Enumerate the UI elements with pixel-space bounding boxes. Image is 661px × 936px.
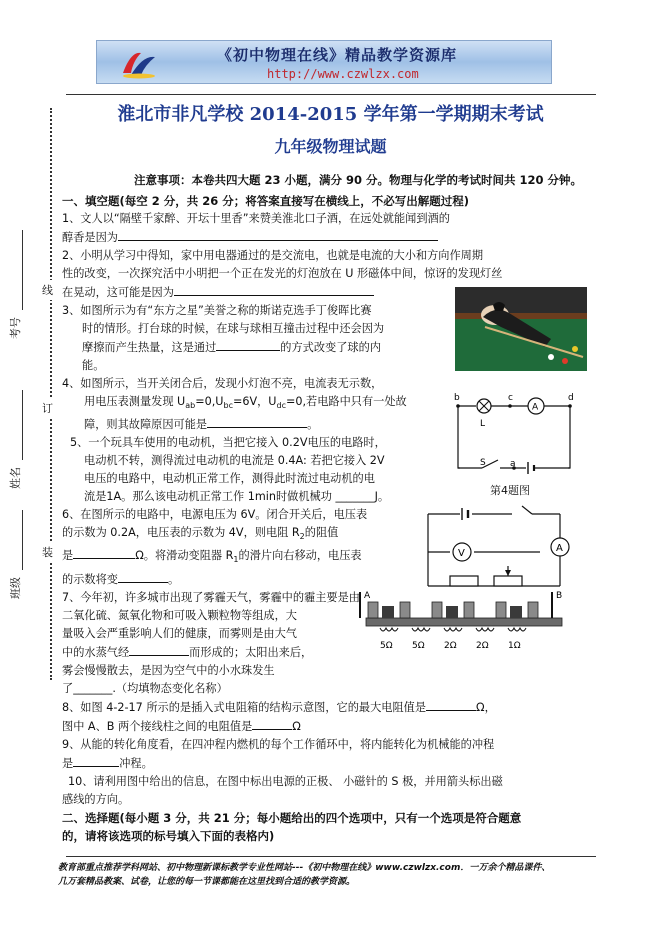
resistance-box-diagram <box>352 584 574 654</box>
q3-line1: 3、如图所示为有“东方之星”美誉之称的斯诺克选手丁俊晖比赛 <box>62 304 372 317</box>
section2-heading: 二、选择题(每小题 3 分，共 21 分；每小题给出的四个选项中，只有一个选项是符合题意 <box>62 810 522 825</box>
q9-line2-end: 冲程。 <box>119 756 153 770</box>
q4-line3-end: 。 <box>307 418 319 432</box>
q7-answer-blank-1[interactable] <box>129 643 189 656</box>
q4-sub-dc: dc <box>276 401 286 411</box>
exam-title: 淮北市非凡学校 2014-2015 学年第一学期期末考试 <box>117 104 544 125</box>
banner-title: 《初中物理在线》精品教学资源库 <box>217 46 458 64</box>
binding-line-char: 线 <box>42 280 53 300</box>
q6-line2 <box>62 524 422 546</box>
q2-answer-blank[interactable] <box>174 283 374 296</box>
q6-line4-text: 的示数将变 <box>62 572 118 586</box>
fig4-label-s: S <box>480 458 486 468</box>
q1-answer-blank[interactable] <box>118 228 438 241</box>
q8-line2-end: Ω <box>292 719 301 733</box>
q8-line1-end: Ω， <box>476 700 496 714</box>
q7-line3: 量吸入会严重影响人们的健康，而雾则是由大气 <box>62 626 297 640</box>
q3-answer-blank[interactable] <box>216 338 280 351</box>
q3-text-end: 的方式改变了球的内 <box>280 341 381 354</box>
fig4-circuit-diagram <box>452 392 580 492</box>
footer-line-2: 几万套精品教案、试卷，让您的每一节课都能在这里找到合适的教学资源。 <box>58 877 356 887</box>
q2-line1: 2、小明从学习中得知，家中用电器通过的是交流电，也就是电流的大小和方向作周期 <box>62 249 484 262</box>
exam-notice: 注意事项：本卷共四大题 23 小题，满分 90 分。物理与化学的考试时间共 120 分钟。 <box>133 173 583 187</box>
footer-rule <box>66 856 596 857</box>
class-field[interactable] <box>22 510 23 570</box>
q7-line4-end: 而形成的；太阳出来后， <box>189 645 313 659</box>
q7-line2: 二氧化硫、氮氧化物和可吸入颗粒物等组成，大 <box>62 608 297 622</box>
q5-line3: 电压的电路中，电动机正常工作，测得此时流过电动机的电 <box>84 472 375 486</box>
fig4-label-l: L <box>480 419 486 429</box>
resistor-label-5: 1Ω <box>508 641 521 651</box>
resistor-label-2: 5Ω <box>412 641 425 651</box>
site-banner <box>96 40 552 84</box>
q8-line2-text: 图中 A、B 两个接线柱之间的电阻值是 <box>62 719 253 733</box>
fig4-label-d: d <box>568 393 574 403</box>
fig4-label-a-meter: A <box>532 402 539 413</box>
section1-heading: 一、填空题(每空 2 分，共 26 分；将答案直接写在横线上，不必写出解题过程) <box>62 194 470 208</box>
q6-line3-pre: 是 <box>62 549 74 563</box>
q5-line2: 电动机不转，测得流过电动机的电流是 0.4A: 若把它接入 2V <box>84 454 385 468</box>
exam-number-label: 考号 <box>9 317 22 339</box>
banner-url[interactable]: http://www.czwlzx.com <box>267 67 419 81</box>
q6-circuit-diagram <box>420 500 580 592</box>
q9-line1: 9、从能的转化角度看，在四冲程内燃机的每个工作循环中，将内能转化为机械能的冲程 <box>62 737 495 751</box>
name-field[interactable] <box>22 390 23 460</box>
q9-answer-blank[interactable] <box>73 754 119 767</box>
q4-sub-ab: ab <box>185 401 196 411</box>
exam-subtitle: 九年级物理试题 <box>274 137 387 156</box>
q6-sub-r2: 2 <box>299 532 305 542</box>
q4-text-mid2: =6V，U <box>232 395 277 408</box>
q4-text-end: =0,若电路中只有一处故 <box>285 395 407 408</box>
q6-answer-blank-2[interactable] <box>118 570 168 583</box>
q3-block <box>62 302 452 506</box>
q6-answer-blank-1[interactable] <box>73 546 135 559</box>
binding-dotted-line <box>50 108 52 680</box>
name-label: 姓名 <box>9 467 22 489</box>
q6-sub-r1: 1 <box>233 555 239 565</box>
q4-text: 用电压表测量发现 U <box>84 395 186 408</box>
q4-line1: 4、如图所示，当开关闭合后，发现小灯泡不亮，电流表无示数， <box>62 377 383 390</box>
resistor-label-4: 2Ω <box>476 641 489 651</box>
fig4-label-b: b <box>454 393 460 403</box>
q7-line4-text: 中的水蒸气经 <box>62 645 130 659</box>
box-label-a: A <box>364 591 371 601</box>
q4-answer-blank[interactable] <box>207 415 307 428</box>
voltmeter-label: V <box>458 548 465 559</box>
ammeter-label: A <box>556 543 563 554</box>
q5-line4: 流是1A。那么该电动机正常工作 1min时做机械功 _______J。 <box>84 490 390 504</box>
fig4-caption: 第4题图 <box>490 484 530 497</box>
q4-line3-text: 障，则其故障原因可能是 <box>84 418 208 432</box>
q3-line2: 时的情形。打台球的时候，在球与球相互撞击过程中还会因为 <box>82 322 385 335</box>
header-rule <box>66 94 596 95</box>
q8-answer-blank-2[interactable] <box>252 717 292 730</box>
q10-line1: 10、请利用图中给出的信息，在图中标出电源的正极、 小磁针的 S 极，并用箭头标出磁 <box>68 774 503 788</box>
q6-line3-text: Ω。将滑动变阻器 R <box>135 549 234 563</box>
binding-order-char: 订 <box>42 398 53 418</box>
q7-line6: 了_______.（均填物态变化名称） <box>62 681 228 695</box>
q1-text: 醇香是因为 <box>62 231 118 244</box>
q2-text: 在晃动，这可能是因为 <box>62 286 174 299</box>
q9-line2-text: 是 <box>62 756 74 770</box>
q4-sub-bc: bc <box>223 401 233 411</box>
q6-line1: 6、在图所示的电路中，电源电压为 6V。闭合开关后，电压表 <box>62 508 368 522</box>
q4-text-mid1: =0,U <box>195 395 224 408</box>
q10-line2: 感线的方向。 <box>62 792 130 806</box>
class-label: 班级 <box>9 577 22 599</box>
q6-text: 的示数为 0.2A，电压表的示数为 4V，则电阻 R <box>62 526 300 540</box>
site-logo-icon <box>119 47 159 79</box>
q1-line1: 1、文人以“隔壁千家醉、开坛十里香”来赞美淮北口子酒，在远处就能闻到酒的 <box>62 212 450 225</box>
q7-line5: 雾会慢慢散去，是因为空气中的小水珠发生 <box>62 663 275 677</box>
q6-text-end: 的阻值 <box>304 526 339 540</box>
q8-line1-text: 8、如图 4-2-17 所示的是插入式电阻箱的结构示意图，它的最大电阻值是 <box>62 700 427 714</box>
resistor-label-1: 5Ω <box>380 641 393 651</box>
fig4-label-a: a <box>510 459 516 469</box>
q3-line4: 能。 <box>82 359 105 372</box>
q1-line2 <box>62 228 598 247</box>
q3-text: 摩擦而产生热量，这是通过 <box>82 341 217 354</box>
resistor-label-3: 2Ω <box>444 641 457 651</box>
box-label-b: B <box>556 591 563 601</box>
q8-answer-blank-1[interactable] <box>426 698 476 711</box>
section2-heading-cont: 的，请将该选项的标号填入下面的表格内) <box>62 828 275 843</box>
fig4-label-c: c <box>508 393 513 403</box>
snooker-player-photo <box>455 287 587 371</box>
q6-line3-end: 的滑片向右移动，电压表 <box>238 549 362 563</box>
q2-line2: 性的改变，一次探究活中小明把一个正在发光的灯泡放在 U 形磁体中间，惊讶的发现灯丝 <box>62 267 503 280</box>
q7-line1: 7、今年初，许多城市出现了雾霾天气，雾霾中的霾主要是由 <box>62 590 360 604</box>
q4-line2 <box>62 393 452 415</box>
exam-number-field[interactable] <box>22 230 23 310</box>
footer-line-1: 教育部重点推荐学科网站、初中物理新课标教学专业性网站---《初中物理在线》www.czwlzx.com．一万余个精品课件、 <box>58 863 551 873</box>
q5-line1: 5、一个玩具车使用的电动机，当把它接入 0.2V电压的电路时， <box>70 436 386 450</box>
q6-line4-end: 。 <box>167 572 180 586</box>
binding-bind-char: 装 <box>42 542 53 562</box>
